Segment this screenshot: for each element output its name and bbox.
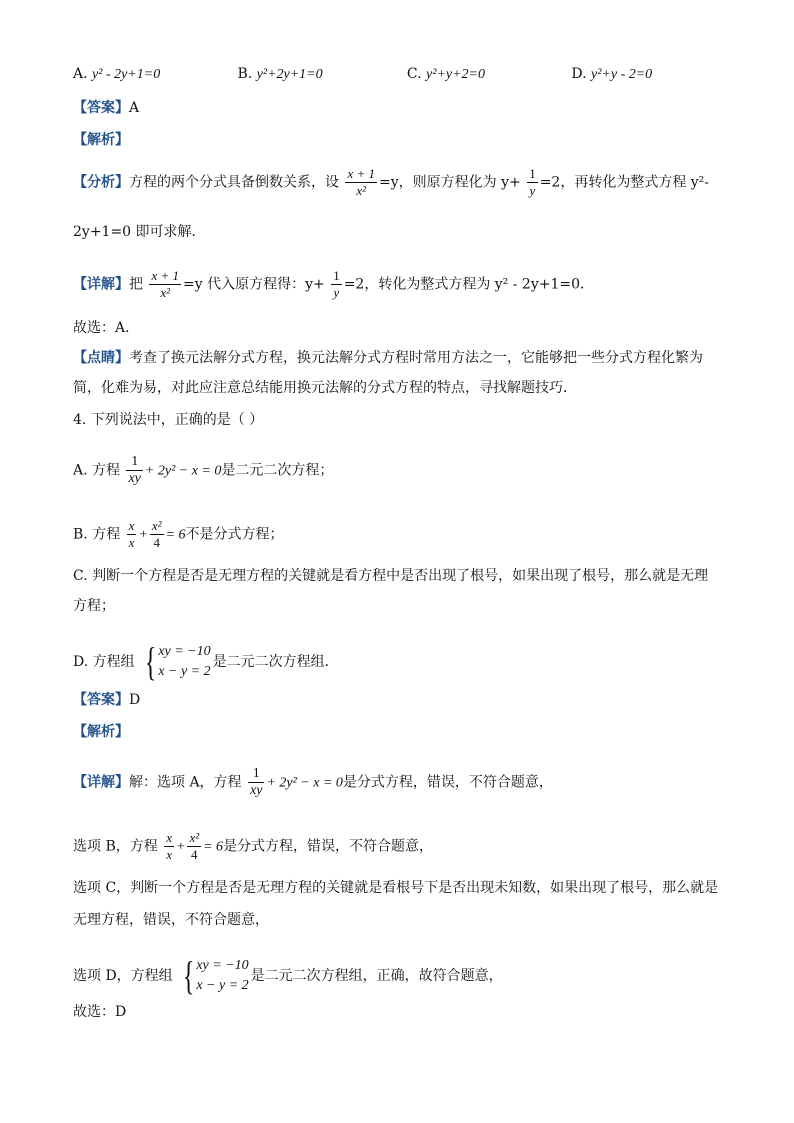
fraction-x2-over-4 xyxy=(187,830,201,863)
frac-num: x xyxy=(128,518,135,533)
q4-analysis-label xyxy=(73,722,129,742)
question-stem: 4. 下列说法中，正确的是（ ） xyxy=(73,412,264,428)
fenxi-text-a: 方程的两个分式具备倒数关系，设 xyxy=(129,174,339,191)
option-a-tail: 是二元二次方程； xyxy=(221,462,334,479)
dianjing-text-2: 简，化难为易，对此应注意总结能用换元法解的分式方程的特点，寻找解题技巧． xyxy=(73,380,577,396)
xj-d-tail: 是二元二次方程组，正确，故符合题意， xyxy=(250,968,503,984)
option-c-text-2: 方程； xyxy=(73,598,115,614)
frac-num: 1 xyxy=(333,268,340,283)
option-b-tail: 不是分式方程； xyxy=(185,526,284,543)
answer-label: 【答案】 xyxy=(73,692,129,708)
system-eq-2: x − y = 2 xyxy=(196,978,249,993)
q4-xiangjie-c xyxy=(73,878,718,898)
equation-rest: = 6 xyxy=(165,527,186,543)
frac-num: x + 1 xyxy=(347,166,375,181)
frac-num: 1 xyxy=(529,166,536,181)
frac-den: y xyxy=(527,182,538,199)
equation-rest: = 6 xyxy=(203,839,224,855)
frac-num: x² xyxy=(151,518,162,533)
q3-fenxi-cont xyxy=(73,222,206,242)
q3-answer xyxy=(73,98,139,118)
fraction-x-over-x xyxy=(164,830,174,863)
xj-a-tail: 是分式方程，错误，不符合题意， xyxy=(342,774,553,791)
fenxi-text-d: 2y+1=0 即可求解． xyxy=(73,224,206,240)
fraction-x-over-x xyxy=(127,518,137,551)
xj-b-tail: 是分式方程，错误，不符合题意， xyxy=(223,838,434,855)
xiangjie-text-b: =y 代入原方程得：y+ xyxy=(183,276,325,293)
option-d-label: D. 方程组 xyxy=(73,654,135,670)
frac-num: 1 xyxy=(252,766,260,781)
xiangjie-label: 【详解】 xyxy=(73,774,129,791)
frac-num: x + 1 xyxy=(151,268,179,283)
frac-num: 1 xyxy=(131,454,139,469)
answer-value: A xyxy=(129,100,140,116)
q4-stem xyxy=(73,410,263,430)
q4-xiangjie-b xyxy=(73,830,433,863)
fenxi-text-b: =y，则原方程化为 y+ xyxy=(379,174,521,191)
brace-icon: { xyxy=(144,639,157,684)
frac-num: x xyxy=(166,830,172,845)
equation-system xyxy=(179,953,249,998)
q4-xiangjie-d xyxy=(73,953,503,998)
q3-options-row xyxy=(73,64,652,85)
equation-rest: + 2y² − x = 0 xyxy=(266,775,343,791)
option-c-text: y²+y+2=0 xyxy=(426,67,485,82)
q4-choose xyxy=(73,1002,126,1022)
xiangjie-label: 【详解】 xyxy=(73,276,129,293)
option-b-text: y²+2y+1=0 xyxy=(256,67,323,82)
xj-a-pre: 解：选项 A，方程 xyxy=(129,774,242,791)
system-eq-1: xy = −10 xyxy=(196,958,249,973)
plus-sign: + xyxy=(175,839,186,855)
q3-xiangjie xyxy=(73,268,594,301)
xiangjie-text-c: =2，转化为整式方程为 y² - 2y+1=0． xyxy=(343,276,595,293)
q4-xiangjie-c-cont xyxy=(73,910,269,930)
q3-dianjing xyxy=(73,348,703,368)
q3-fenxi xyxy=(73,166,709,199)
system-eq-1: xy = −10 xyxy=(158,644,211,659)
equation-system xyxy=(141,639,211,684)
xj-c-text-2: 无理方程，错误，不符合题意， xyxy=(73,912,269,928)
frac-den: y xyxy=(331,284,342,301)
dianjing-label: 【点睛】 xyxy=(73,350,129,366)
frac-den: x² xyxy=(149,284,181,301)
xiangjie-text-a: 把 xyxy=(129,276,143,293)
frac-den: xy xyxy=(250,783,263,798)
fenxi-text-c: =2，再转化为整式方程 y²- xyxy=(539,174,710,191)
answer-value: D xyxy=(129,692,141,708)
xj-b-pre: 选项 B，方程 xyxy=(73,838,158,855)
option-a-text: y² - 2y+1=0 xyxy=(92,67,161,82)
fraction-x2-over-4 xyxy=(150,518,164,551)
fraction-1-over-xy xyxy=(126,454,142,487)
option-d-tail: 是二元二次方程组． xyxy=(212,654,339,670)
equation-rest: + 2y² − x = 0 xyxy=(144,463,222,479)
fraction-xplus1-over-x2 xyxy=(345,166,377,199)
q3-choose xyxy=(73,318,139,338)
fenxi-label: 【分析】 xyxy=(73,174,129,191)
q4-option-a xyxy=(73,454,333,487)
choose-text: 故选：A． xyxy=(73,320,140,336)
frac-num: x² xyxy=(189,830,200,845)
xj-d-pre: 选项 D，方程组 xyxy=(73,968,173,984)
plus-sign: + xyxy=(138,527,148,543)
option-a-label: A. xyxy=(73,66,93,82)
fraction-xplus1-over-x2 xyxy=(149,268,181,301)
system-eq-2: x − y = 2 xyxy=(158,664,211,679)
dianjing-text-1: 考查了换元法解分式方程，换元法解分式方程时常用方法之一，它能够把一些分式方程化繁为 xyxy=(129,350,703,366)
xj-c-text-1: 选项 C，判断一个方程是否是无理方程的关键就是看根号下是否出现未知数，如果出现了根号，那么就是 xyxy=(73,880,719,896)
fraction-1-over-y xyxy=(527,166,538,199)
option-c-label: C. xyxy=(406,66,427,82)
analysis-label: 【解析】 xyxy=(73,724,129,740)
frac-den: 4 xyxy=(150,534,164,551)
answer-label: 【答案】 xyxy=(73,100,129,116)
option-c xyxy=(407,64,567,85)
option-b-label: B. 方程 xyxy=(73,526,121,543)
frac-den: x xyxy=(128,535,135,550)
option-d xyxy=(571,64,652,85)
option-d-text: y²+y - 2=0 xyxy=(591,67,653,82)
frac-den: x xyxy=(166,847,172,862)
option-b-label: B. xyxy=(237,66,257,82)
analysis-label: 【解析】 xyxy=(73,132,129,148)
q3-dianjing-cont xyxy=(73,378,577,398)
choose-text: 故选：D xyxy=(73,1004,127,1020)
q4-option-c xyxy=(73,566,708,586)
frac-den: xy xyxy=(128,471,141,486)
q4-xiangjie-a xyxy=(73,766,553,799)
fraction-1-over-y xyxy=(331,268,342,301)
q4-option-d xyxy=(73,639,339,684)
option-a xyxy=(73,64,233,85)
option-c-text-1: C. 判断一个方程是否是无理方程的关键就是看方程中是否出现了根号，如果出现了根号，那么就是无理 xyxy=(73,568,709,584)
frac-den: x² xyxy=(345,182,377,199)
option-a-label: A. 方程 xyxy=(73,462,121,479)
fraction-1-over-xy xyxy=(248,766,264,799)
option-d-label: D. xyxy=(571,66,591,82)
option-b xyxy=(237,64,402,85)
q4-answer xyxy=(73,690,140,710)
q3-analysis-label xyxy=(73,130,129,150)
frac-den: 4 xyxy=(187,846,201,863)
brace-icon: { xyxy=(182,953,195,998)
q4-option-b xyxy=(73,518,284,551)
q4-option-c-cont xyxy=(73,596,115,616)
